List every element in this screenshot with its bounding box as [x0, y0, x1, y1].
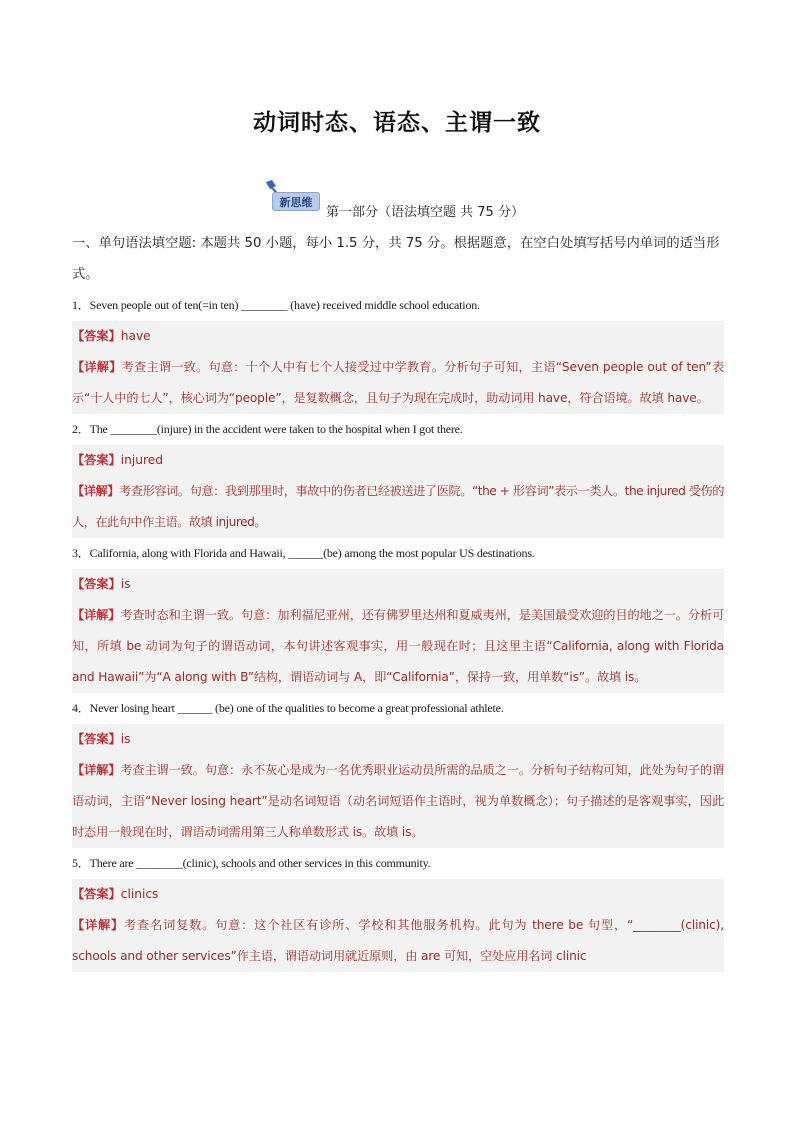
answer-text: clinics	[120, 887, 159, 901]
answer-tag: 【答案】	[72, 453, 121, 467]
answer-text: have	[120, 329, 151, 343]
answer-tag: 【答案】	[72, 577, 121, 591]
answer-2	[72, 445, 724, 476]
explanation-2	[72, 476, 724, 538]
explanation-text: 考查主谓一致。句意：十个人中有七个人接受过中学教育。分析句子可知，主语“Seven people out of ten”表示“十人中的七人”，核心词为“people”，是复数概念，且句子为现在完成时，助动词用 have，符合语境。故填 have。	[72, 360, 725, 405]
answer-box-5	[72, 879, 724, 972]
section-heading: 第一部分（语法填空题 共 75 分）	[326, 205, 524, 220]
explanation-4	[72, 755, 724, 848]
answer-text: is	[120, 732, 131, 746]
brand-logo	[260, 180, 322, 212]
page-title: 动词时态、语态、主谓一致	[253, 110, 541, 136]
explanation-text: 考查主谓一致。句意：永不灰心是成为一名优秀职业运动员所需的品质之一。分析句子结构可知，此处为句子的谓语动词，主语“Never losing heart”是动名词短语（动名词短语作主语时，视为单数概念）；句子描述的是客观事实，因此时态用一般现在时，谓语动词需用第三人称单数形式 is。故填 is。	[72, 763, 725, 839]
answer-3	[72, 569, 724, 600]
question-4: 4．Never losing heart ______ (be) one of the qualities to become a great professional athlete.	[72, 701, 504, 715]
answer-tag: 【答案】	[72, 329, 121, 343]
answer-box-1	[72, 321, 724, 414]
answer-text: is	[120, 577, 131, 591]
explanation-text: 考查名词复数。句意：这个社区有诊所、学校和其他服务机构。此句为 there be 句型，“________(clinic), schools and other services”作主语，谓语动词用就近原则，由 are 可知，空处应用名词 clinic	[72, 918, 724, 963]
explanation-tag: 【详解】	[72, 608, 121, 622]
explanation-text: 考查时态和主谓一致。句意：加利福尼亚州，还有佛罗里达州和夏威夷州，是美国最受欢迎的目的地之一。分析可知，所填 be 动词为句子的谓语动词，本句讲述客观事实，用一般现在时；且这里主语“California, along with Florida and Hawaii”为“A along with B”结构，谓语动词与 A，即“California”，保持一致，用单数“is”。故填 is。	[72, 608, 725, 684]
explanation-tag: 【详解】	[72, 763, 121, 777]
answer-tag: 【答案】	[72, 732, 121, 746]
answer-text: injured	[120, 453, 163, 467]
answer-box-4	[72, 724, 724, 848]
answer-1	[72, 321, 724, 352]
explanation-5	[72, 910, 724, 972]
answer-box-2	[72, 445, 724, 538]
explanation-1	[72, 352, 724, 414]
explanation-tag: 【详解】	[72, 484, 120, 498]
explanation-tag: 【详解】	[72, 918, 125, 932]
answer-4	[72, 724, 724, 755]
explanation-3	[72, 600, 724, 693]
content-area	[72, 224, 724, 972]
question-3: 3．California, along with Florida and Hawaii, ______(be) among the most popular US destinations.	[72, 546, 535, 560]
question-1: 1．Seven people out of ten(=in ten) ________ (have) received middle school education.	[72, 298, 480, 312]
question-2: 2．The ________(injure) in the accident were taken to the hospital when I got there.	[72, 422, 463, 436]
instructions: 一、单句语法填空题: 本题共 50 小题，每小 1.5 分，共 75 分。根据题意，在空白处填写括号内单词的适当形式。	[72, 236, 720, 282]
answer-tag: 【答案】	[72, 887, 121, 901]
answer-5	[72, 879, 724, 910]
explanation-text: 考查形容词。句意：我到那里时，事故中的伤者已经被送进了医院。“the + 形容词”表示一类人。the injured 受伤的人，在此句中作主语。故填 injured。	[72, 484, 724, 529]
question-5: 5．There are ________(clinic), schools and other services in this community.	[72, 856, 431, 870]
logo-text: 新思维	[279, 196, 313, 209]
explanation-tag: 【详解】	[72, 360, 122, 374]
answer-box-3	[72, 569, 724, 693]
